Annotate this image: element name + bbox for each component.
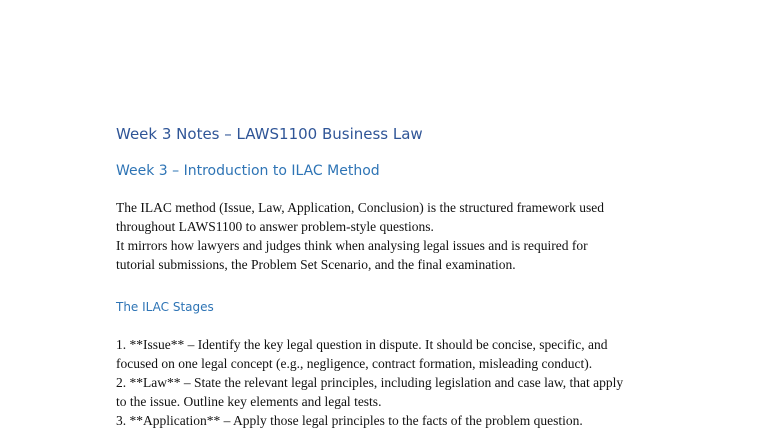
list-item: focused on one legal concept (e.g., negligence, contract formation, misleading conduct). (116, 356, 593, 371)
list-item: 3. **Application** – Apply those legal principles to the facts of the problem question. (116, 413, 583, 428)
list-item: 2. **Law** – State the relevant legal principles, including legislation and case law, that apply (116, 375, 624, 390)
document-body (116, 124, 676, 430)
list-item: 1. **Issue** – Identify the key legal question in dispute. It should be concise, specific, and (116, 337, 608, 352)
intro-line: tutorial submissions, the Problem Set Scenario, and the final examination. (116, 257, 516, 272)
intro-line: It mirrors how lawyers and judges think when analysing legal issues and is required for (116, 238, 588, 253)
ilac-stages-list (116, 335, 676, 430)
document-subtitle: Week 3 – Introduction to ILAC Method (116, 163, 380, 179)
list-item: to the issue. Outline key elements and legal tests. (116, 394, 382, 409)
intro-line: The ILAC method (Issue, Law, Application, Conclusion) is the structured framework used (116, 200, 605, 215)
document-title: Week 3 Notes – LAWS1100 Business Law (116, 125, 423, 143)
intro-paragraph (116, 198, 676, 274)
intro-line: throughout LAWS1100 to answer problem-style questions. (116, 219, 434, 234)
section-heading: The ILAC Stages (116, 300, 214, 314)
